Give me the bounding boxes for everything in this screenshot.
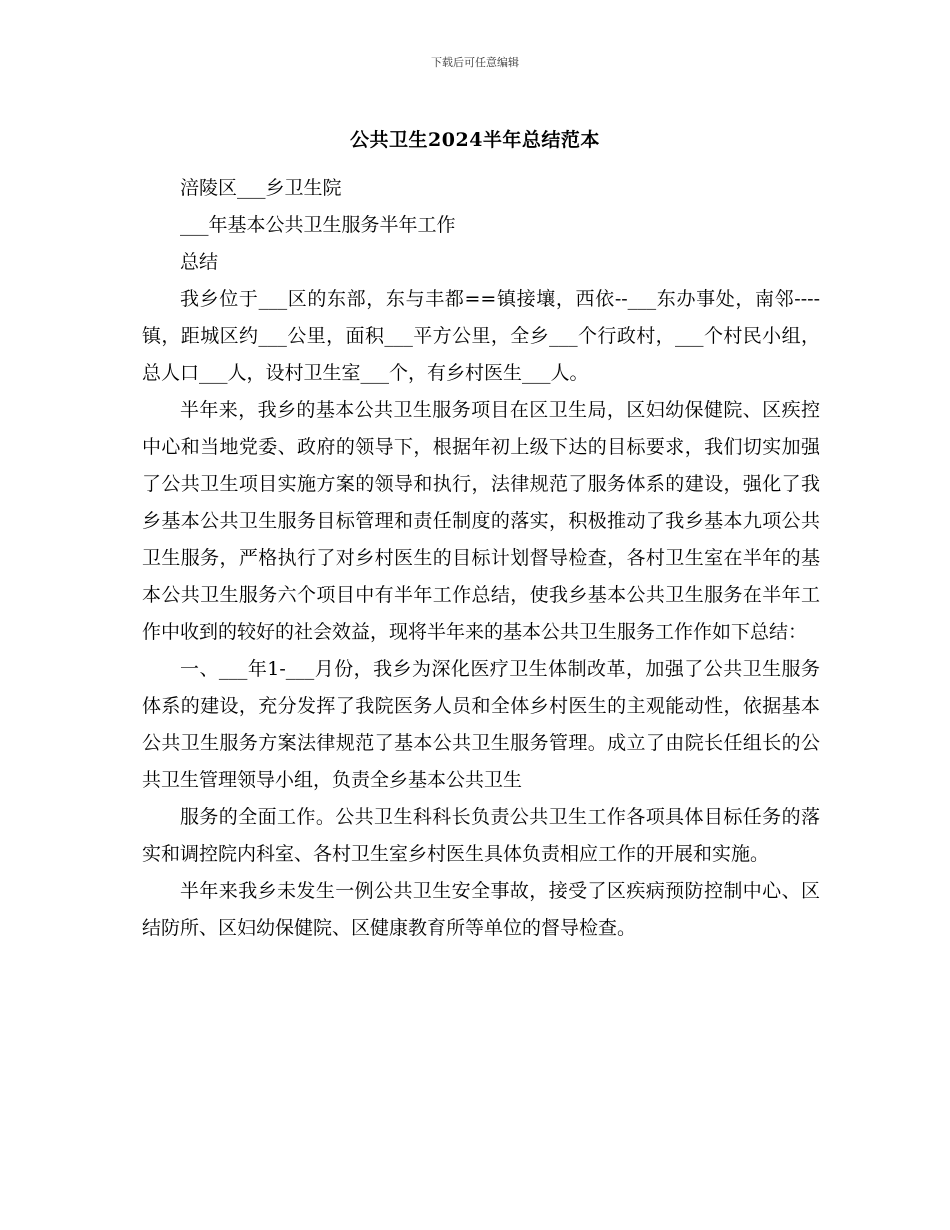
header-note: 下载后可任意编辑 [431, 56, 519, 69]
paragraph-location: 我乡位于___区的东部，东与丰都==镇接壤，西依--___东办事处，南邻----镇，距城区约___公里，面积___平方公里，全乡___个行政村，___个村民小组，总人口___人，设村卫生室___个，有乡村医生___人。 [142, 288, 820, 384]
paragraph-org: 涪陵区___乡卫生院 [180, 177, 342, 199]
paragraph-service-work: 服务的全面工作。公共卫生科科长负责公共卫生工作各项具体目标任务的落实和调控院内科室、各村卫生室乡村医生具体负责相应工作的开展和实施。 [142, 806, 820, 865]
paragraph-overview: 半年来，我乡的基本公共卫生服务项目在区卫生局，区妇幼保健院、区疾控中心和当地党委、政府的领导下，根据年初上级下达的目标要求，我们切实加强了公共卫生项目实施方案的领导和执行，法律规范了服务体系的建设，强化了我乡基本公共卫生服务目标管理和责任制度的落实，积极推动了我乡基本九项公共卫生服务，严格执行了对乡村医生的目标计划督导检查，各村卫生室在半年的基本公共卫生服务六个项目中有半年工作总结，使我乡基本公共卫生服务在半年工作中收到的较好的社会效益，现将半年来的基本公共卫生服务工作作如下总结： [142, 399, 820, 643]
paragraph-summary-label: 总结 [180, 251, 219, 273]
document-title: 公共卫生2024半年总结范本 [350, 129, 600, 151]
paragraph-safety: 半年来我乡未发生一例公共卫生安全事故，接受了区疾病预防控制中心、区结防所、区妇幼保健院、区健康教育所等单位的督导检查。 [142, 880, 820, 939]
paragraph-section-one: 一、___年1-___月份，我乡为深化医疗卫生体制改革，加强了公共卫生服务体系的建设，充分发挥了我院医务人员和全体乡村医生的主观能动性，依据基本公共卫生服务方案法律规范了基本公共卫生服务管理。成立了由院长任组长的公共卫生管理领导小组，负责全乡基本公共卫生 [142, 658, 820, 791]
paragraph-subtitle: ___年基本公共卫生服务半年工作 [180, 214, 456, 236]
document-body [142, 170, 820, 947]
